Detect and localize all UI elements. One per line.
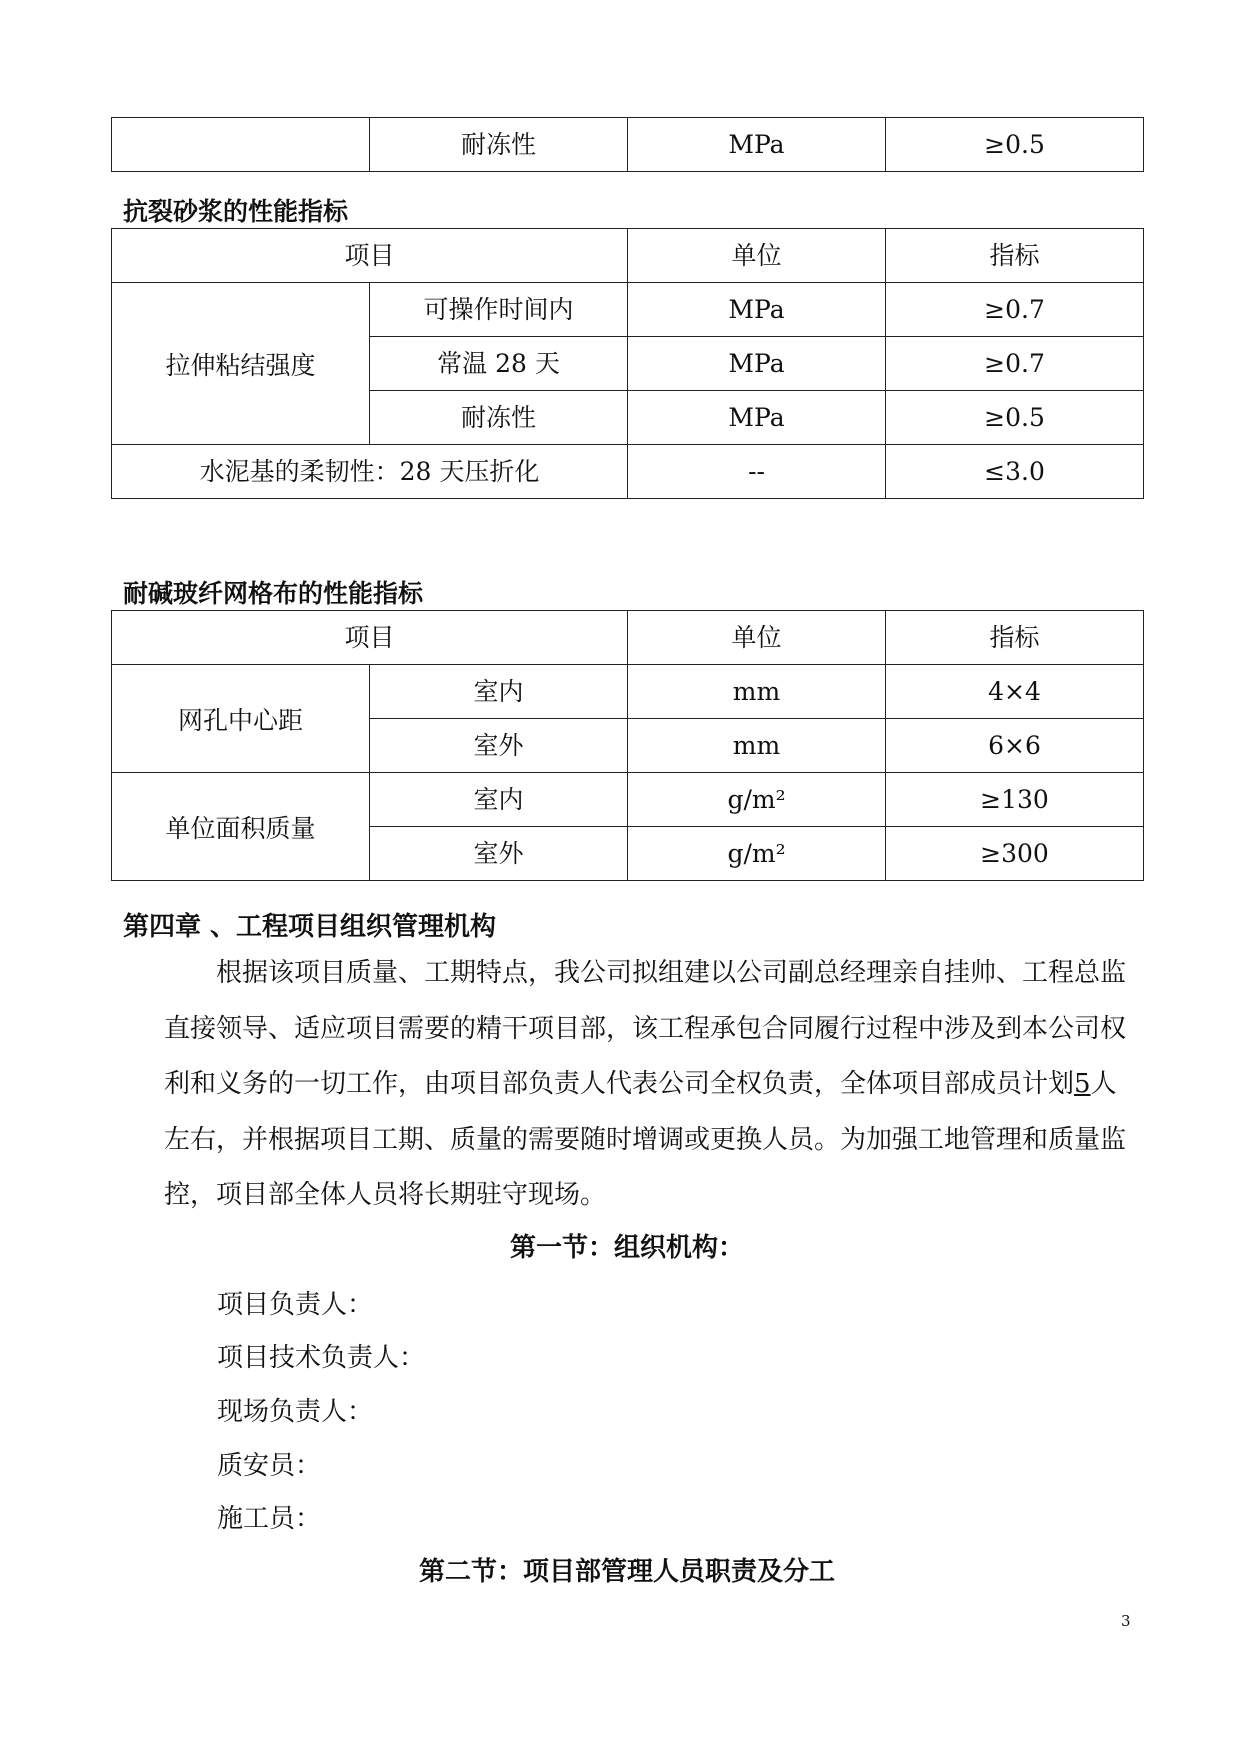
table-cell: 室外 — [370, 719, 628, 773]
table-row — [112, 665, 1144, 719]
header-index: 指标 — [886, 229, 1144, 283]
table-cell: g/m² — [628, 827, 886, 881]
table-cell: ≥0.7 — [886, 283, 1144, 337]
table-cell: g/m² — [628, 773, 886, 827]
table-cell: ≥300 — [886, 827, 1144, 881]
table-cell: MPa — [628, 391, 886, 445]
table-cell: 耐冻性 — [370, 118, 628, 172]
table-cell: MPa — [628, 118, 886, 172]
table-cell: 耐冻性 — [370, 391, 628, 445]
chapter-title: 第四章 、工程项目组织管理机构 — [123, 912, 497, 942]
table-cell: 常温 28 天 — [370, 337, 628, 391]
table-cell: 水泥基的柔韧性：28 天压折化 — [112, 445, 628, 499]
page-number: 3 — [1121, 1612, 1131, 1630]
header-index: 指标 — [886, 611, 1144, 665]
section2-title: 第二节：项目部管理人员职责及分工 — [418, 1557, 835, 1587]
table-cell: ≥0.7 — [886, 337, 1144, 391]
anti-crack-mortar-table — [111, 228, 1144, 499]
paragraph-text: 根据该项目质量、工期特点，我公司拟组建以公司副总经理亲自挂帅、工程总监直接领导、适应项目需要的精干项目部，该工程承包合同履行过程中涉及到本公司权利和义务的一切工作，由项目部负责人代表公司全权负责，全体项目部成员计划 — [164, 958, 1127, 1099]
table1-title: 抗裂砂浆的性能指标 — [123, 197, 349, 226]
header-item: 项目 — [112, 611, 628, 665]
paragraph-text: 人左右，并根据项目工期、质量的需要随时增调或更换人员。为加强工地管理和质量监控，项目部全体人员将长期驻守现场。 — [164, 1069, 1127, 1210]
header-unit: 单位 — [628, 229, 886, 283]
group-label: 拉伸粘结强度 — [112, 283, 370, 445]
table-row — [112, 445, 1144, 499]
table-cell: -- — [628, 445, 886, 499]
table-header-row — [112, 229, 1144, 283]
section1-title: 第一节：组织机构： — [509, 1233, 744, 1263]
table-cell: 室内 — [370, 773, 628, 827]
table-cell: ≥130 — [886, 773, 1144, 827]
table-row — [112, 283, 1144, 337]
table-cell: 可操作时间内 — [370, 283, 628, 337]
table-cell: 6×6 — [886, 719, 1144, 773]
continued-table — [111, 117, 1144, 172]
header-unit: 单位 — [628, 611, 886, 665]
table-cell: MPa — [628, 283, 886, 337]
table2-title: 耐碱玻纤网格布的性能指标 — [123, 579, 424, 608]
group-label: 网孔中心距 — [112, 665, 370, 773]
table-row — [112, 773, 1144, 827]
staff-count: 5 — [1074, 1069, 1091, 1099]
table-cell: ≤3.0 — [886, 445, 1144, 499]
chapter-paragraph — [164, 946, 1136, 1224]
table-header-row — [112, 611, 1144, 665]
table-cell: MPa — [628, 337, 886, 391]
staff-item: 施工员： — [217, 1504, 322, 1534]
staff-item: 质安员： — [217, 1451, 322, 1481]
table-row — [112, 118, 1144, 172]
header-item: 项目 — [112, 229, 628, 283]
table-cell: mm — [628, 719, 886, 773]
table-cell: 室内 — [370, 665, 628, 719]
staff-item: 项目技术负责人： — [217, 1343, 426, 1373]
alkali-resistant-mesh-table — [111, 610, 1144, 881]
staff-item: 现场负责人： — [217, 1397, 374, 1427]
table-cell: 室外 — [370, 827, 628, 881]
staff-item: 项目负责人： — [217, 1290, 374, 1320]
table-cell — [112, 118, 370, 172]
group-label: 单位面积质量 — [112, 773, 370, 881]
table-cell: ≥0.5 — [886, 118, 1144, 172]
table-cell: mm — [628, 665, 886, 719]
table-cell: 4×4 — [886, 665, 1144, 719]
table-cell: ≥0.5 — [886, 391, 1144, 445]
